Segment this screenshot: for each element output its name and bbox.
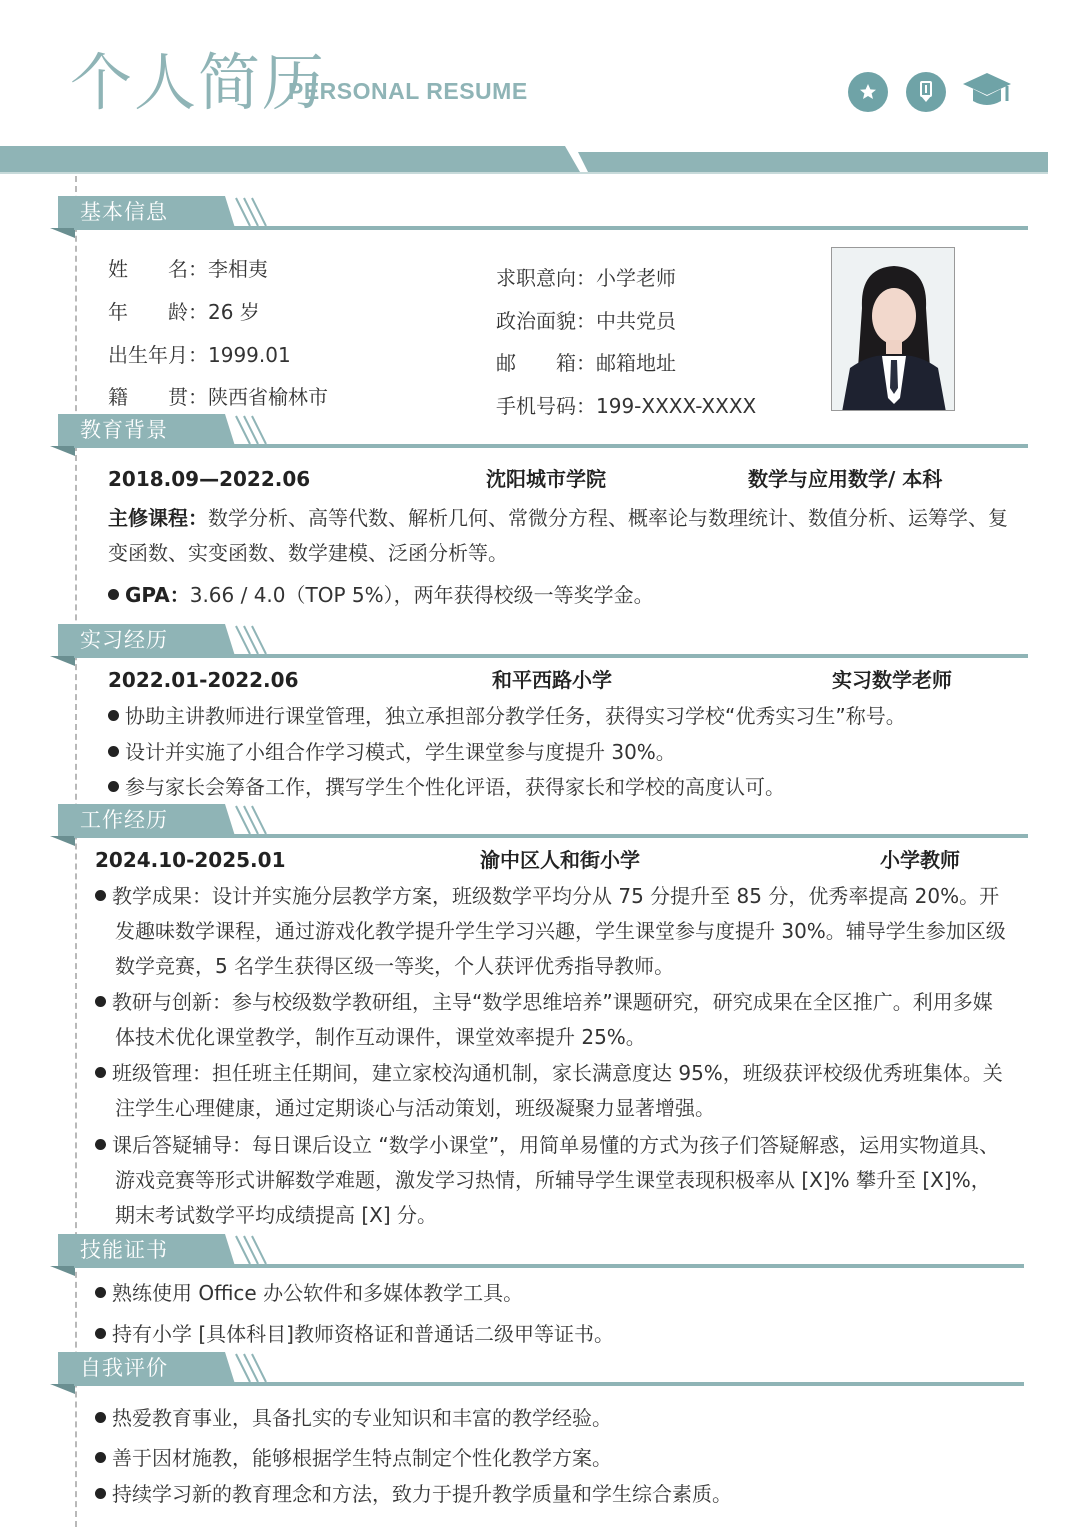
list-item: 课后答疑辅导：每日课后设立 “数学小课堂”，用简单易懂的方式为孩子们答疑解惑，运用实物道具、游戏竞赛等形式讲解数学难题，激发学习热情，所辅导学生课堂表现积极率从 [X]% 攀升至 [X]%，期末考试数学平均成绩提高 [X] 分。 [95, 1128, 1007, 1233]
list-item: 善于因材施教，能够根据学生特点制定个性化教学方案。 [95, 1441, 1007, 1476]
list-item: 设计并实施了小组合作学习模式，学生课堂参与度提升 30%。 [108, 735, 1008, 770]
internship-role: 实习数学老师 [832, 668, 952, 692]
list-item: 熟练使用 Office 办公软件和多媒体教学工具。 [95, 1276, 1007, 1311]
section-title: 实习经历 [80, 628, 168, 652]
graduation-cap-icon [962, 72, 1012, 112]
list-item: 热爱教育事业，具备扎实的专业知识和丰富的教学经验。 [95, 1401, 1007, 1436]
education-school: 沈阳城市学院 [486, 467, 606, 491]
section-title: 基本信息 [80, 200, 168, 224]
origin-row: 籍 贯：陕西省榆林市 [108, 385, 328, 409]
list-item: 协助主讲教师进行课堂管理，独立承担部分教学任务，获得实习学校“优秀实习生”称号。 [108, 699, 1008, 734]
section-title: 工作经历 [80, 808, 168, 832]
section-title: 教育背景 [80, 418, 168, 442]
page-subtitle: PERSONAL RESUME [288, 78, 528, 104]
list-item: 持有小学 [具体科目]教师资格证和普通话二级甲等证书。 [95, 1317, 1007, 1352]
section-header-skills [50, 1234, 1025, 1276]
section-header-basic [50, 196, 1030, 238]
internship-org: 和平西路小学 [492, 668, 612, 692]
list-item: 教学成果：设计并实施分层教学方案，班级数学平均分从 75 分提升至 85 分，优秀率提高 20%。开发趣味数学课程，通过游戏化教学提升学生学习兴趣，学生课堂参与度提升 30%。辅导学生参加区级数学竞赛，5 名学生获得区级一等奖，个人获评优秀指导教师。 [95, 879, 1007, 984]
name-row: 姓 名：李相夷 [108, 257, 268, 281]
section-header-self-eval [50, 1352, 1025, 1394]
page-title: 个人简历 [70, 46, 327, 119]
work-org: 渝中区人和街小学 [480, 848, 640, 872]
education-major: 数学与应用数学/ 本科 [748, 467, 943, 491]
work-period: 2024.10-2025.01 [95, 848, 286, 872]
education-period: 2018.09—2022.06 [108, 467, 311, 491]
pen-icon [906, 72, 946, 112]
star-icon [848, 72, 888, 112]
list-item: 班级管理：担任班主任期间，建立家校沟通机制，家长满意度达 95%，班级获评校级优秀班集体。关注学生心理健康，通过定期谈心与活动策划，班级凝聚力显著增强。 [95, 1056, 1007, 1126]
section-header-education [50, 414, 1030, 456]
education-gpa: GPA：3.66 / 4.0（TOP 5%），两年获得校级一等奖学金。 [108, 578, 1008, 613]
header-banner [0, 146, 1048, 174]
education-courses: 主修课程：数学分析、高等代数、解析几何、常微分方程、概率论与数理统计、数值分析、运筹学、复变函数、实变函数、数学建模、泛函分析等。 [108, 506, 1008, 565]
age-row: 年 龄：26 岁 [108, 300, 260, 324]
email-row: 邮 箱：邮箱地址 [496, 351, 676, 375]
internship-period: 2022.01-2022.06 [108, 668, 299, 692]
section-header-internship [50, 624, 1030, 666]
political-row: 政治面貌：中共党员 [496, 309, 676, 333]
work-role: 小学教师 [880, 848, 960, 872]
phone-row: 手机号码：199-XXXX-XXXX [496, 394, 757, 418]
job-row: 求职意向：小学老师 [496, 266, 676, 290]
section-header-work [50, 804, 1030, 846]
birth-row: 出生年月：1999.01 [108, 343, 291, 367]
profile-photo [831, 247, 955, 411]
section-title: 自我评价 [80, 1356, 168, 1380]
list-item: 教研与创新：参与校级数学教研组，主导“数学思维培养”课题研究，研究成果在全区推广。利用多媒体技术优化课堂教学，制作互动课件，课堂效率提升 25%。 [95, 985, 1007, 1055]
section-title: 技能证书 [80, 1238, 168, 1262]
list-item: 持续学习新的教育理念和方法，致力于提升教学质量和学生综合素质。 [95, 1477, 1007, 1512]
list-item: 参与家长会筹备工作，撰写学生个性化评语，获得家长和学校的高度认可。 [108, 770, 1008, 805]
timeline-divider [75, 176, 77, 1527]
